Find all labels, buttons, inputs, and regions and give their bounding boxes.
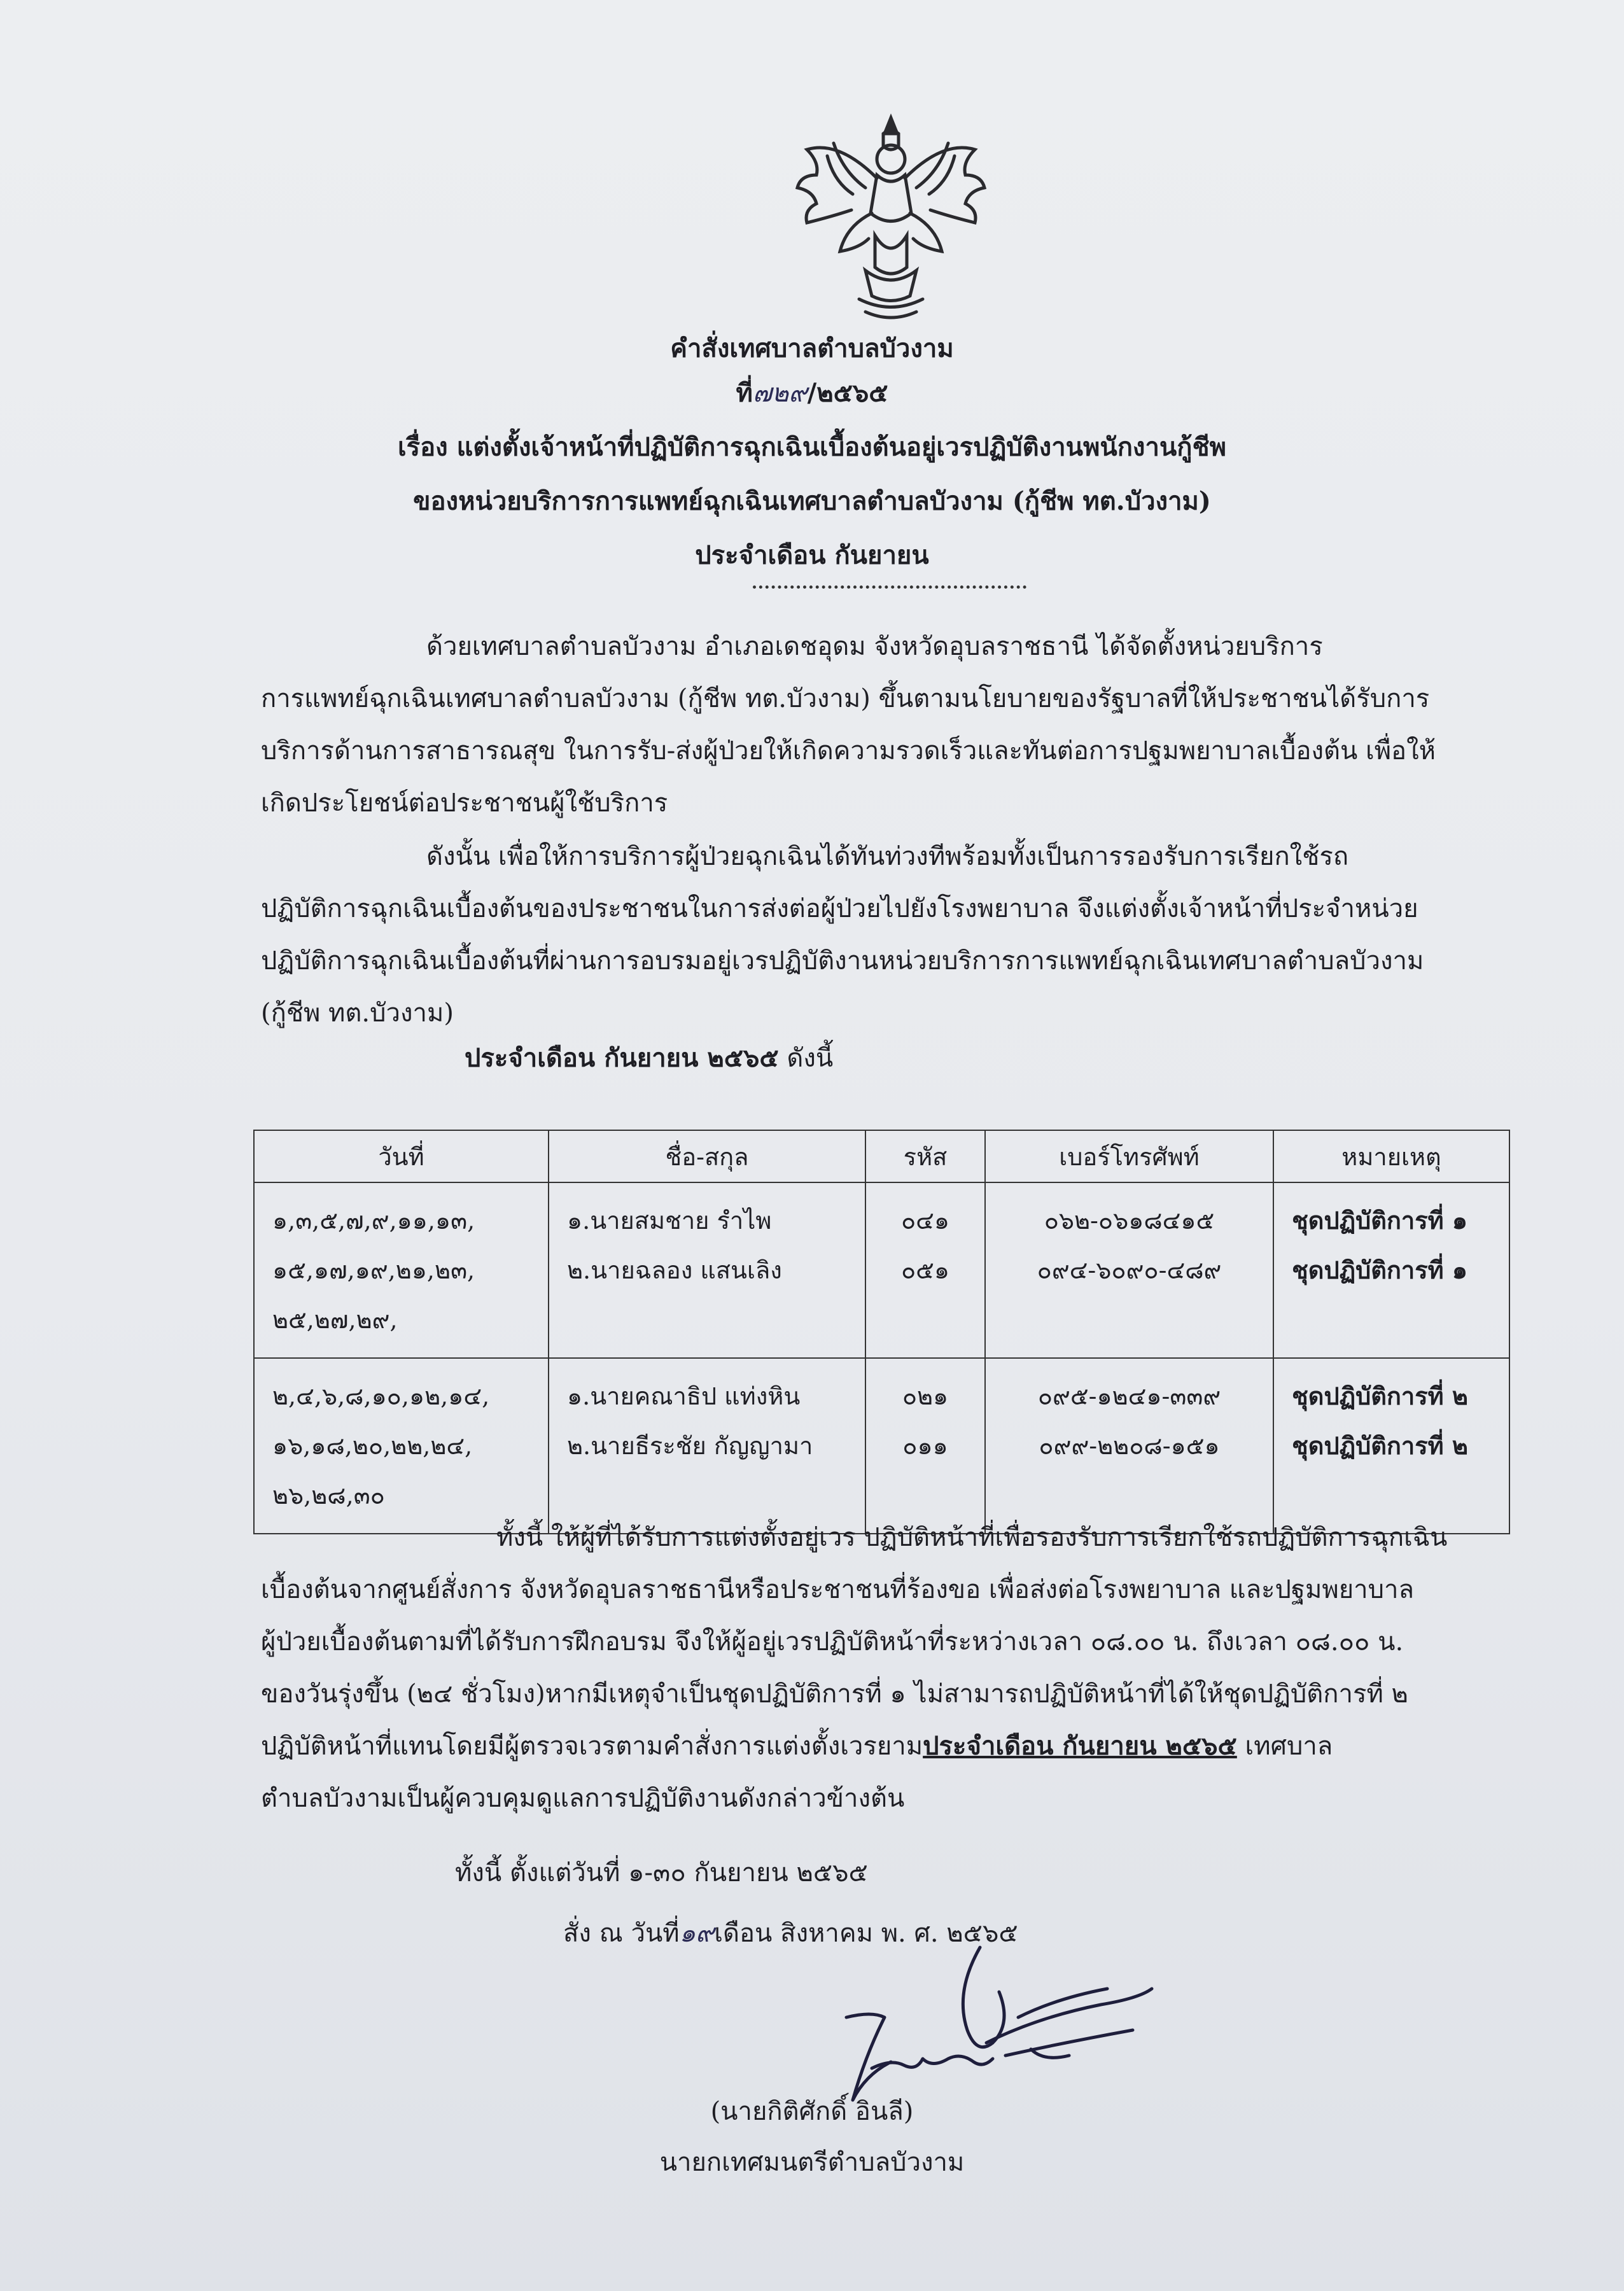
signer-position: นายกเทศมนตรีตำบลบัวงาม (659, 2148, 965, 2177)
signed-day-handwritten: ๑๙ (679, 1919, 715, 1948)
header-phone: เบอร์โทรศัพท์ (985, 1130, 1273, 1182)
paragraph-1-line: ด้วยเทศบาลตำบลบัวงาม อำเภอเดชอุดม จังหวัดอุบลราชธานี ได้จัดตั้งหน่วยบริการ (426, 632, 1323, 661)
paragraph-1-line: การแพทย์ฉุกเฉินเทศบาลตำบลบัวงาม (กู้ชีพ ทต.บัวงาม) ขึ้นตามนโยบายของรัฐบาลที่ให้ประชาชนได้รับการ (261, 684, 1430, 713)
paragraph-1-line: เกิดประโยชน์ต่อประชาชนผู้ใช้บริการ (261, 788, 668, 818)
order-number (0, 372, 1624, 413)
order-title: คำสั่งเทศบาลตำบลบัวงาม (670, 333, 954, 363)
paragraph-2-line: ปฏิบัติการฉุกเฉินเบื้องต้นของประชาชนในการส่งต่อผู้ป่วยไปยังโรงพยาบาล จึงแต่งตั้งเจ้าหน้าที่ประจำหน่วย (261, 894, 1418, 923)
subject-line-3: ประจำเดือน กันยายน (695, 540, 929, 570)
closing-line: ผู้ป่วยเบื้องต้นตามที่ได้รับการฝึกอบรม จึงให้ผู้อยู่เวรปฏิบัติหน้าที่ระหว่างเวลา ๐๘.๐๐ น. ถึงเวลา ๐๘.๐๐ น. (261, 1627, 1404, 1657)
cell-notes: ชุดปฏิบัติการที่ ๒ ชุดปฏิบัติการที่ ๒ (1273, 1358, 1509, 1534)
paragraph-2-line: ดังนั้น เพื่อให้การบริการผู้ป่วยฉุกเฉินได้ทันท่วงทีพร้อมทั้งเป็นการรองรับการเรียกใช้รถ (426, 842, 1349, 871)
signer-name: (นายกิติศักดิ์ อินลี) (710, 2097, 914, 2126)
cell-names: ๑.นายคณาธิป แท่งหิน ๒.นายธีระชัย กัญญามา (549, 1358, 865, 1534)
cell-phones: ๐๙๕-๑๒๔๑-๓๓๙ ๐๙๙-๒๒๐๘-๑๕๑ (985, 1358, 1273, 1534)
closing-line: ทั้งนี้ ให้ผู้ที่ได้รับการแต่งตั้งอยู่เวร ปฏิบัติหน้าที่เพื่อรองรับการเรียกใช้รถปฏิบัติการฉุกเฉิน (496, 1523, 1448, 1552)
order-number-prefix: ที่ (736, 378, 753, 408)
signed-date: สั่ง ณ วันที่๑๙เดือน สิงหาคม พ. ศ. ๒๕๖๕ (563, 1919, 1018, 1948)
cell-codes: ๐๒๑ ๐๑๑ (865, 1358, 985, 1534)
header-code: รหัส (865, 1130, 985, 1182)
paragraph-2-line: (กู้ชีพ ทต.บัวงาม) (261, 998, 454, 1028)
cell-dates: ๒,๔,๖,๘,๑๐,๑๒,๑๔, ๑๖,๑๘,๒๐,๒๒,๒๔, ๒๖,๒๘,๓๐ (254, 1358, 549, 1534)
cell-dates: ๑,๓,๕,๗,๙,๑๑,๑๓, ๑๕,๑๗,๑๙,๒๑,๒๓, ๒๕,๒๗,๒๙, (254, 1182, 549, 1358)
closing-month-underlined: ประจำเดือน กันยายน ๒๕๖๕ (923, 1731, 1237, 1761)
table-header-row (254, 1130, 1509, 1182)
paragraph-2-line: ปฏิบัติการฉุกเฉินเบื้องต้นที่ผ่านการอบรมอยู่เวรปฏิบัติงานหน่วยบริการการแพทย์ฉุกเฉินเทศบาลตำบลบัวงาม (261, 946, 1424, 976)
header-name: ชื่อ-สกุล (549, 1130, 865, 1182)
closing-line: ของวันรุ่งขึ้น (๒๔ ชั่วโมง)หากมีเหตุจำเป็นชุดปฏิบัติการที่ ๑ ไม่สามารถปฏิบัติหน้าที่ได้ให้ชุดปฏิบัติการที่ ๒ (261, 1679, 1408, 1709)
cell-codes: ๐๔๑ ๐๕๑ (865, 1182, 985, 1358)
subject-line-2: ของหน่วยบริการการแพทย์ฉุกเฉินเทศบาลตำบลบัวงาม (กู้ชีพ ทต.บัวงาม) (413, 486, 1211, 516)
garuda-emblem (789, 105, 993, 328)
cell-phones: ๐๖๒-๐๖๑๘๔๑๕ ๐๙๔-๖๐๙๐-๔๘๙ (985, 1182, 1273, 1358)
paragraph-1 (261, 620, 1508, 829)
subject-line-1: เรื่อง แต่งตั้งเจ้าหน้าที่ปฏิบัติการฉุกเฉินเบื้องต้นอยู่เวรปฏิบัติงานพนักงานกู้ชีพ (397, 432, 1226, 462)
cell-names: ๑.นายสมชาย รำไพ ๒.นายฉลอง แสนเลิง (549, 1182, 865, 1358)
order-number-suffix: /๒๕๖๕ (807, 378, 888, 408)
closing-line: ปฏิบัติหน้าที่แทนโดยมีผู้ตรวจเวรตามคำสั่งการแต่งตั้งเวรยามประจำเดือน กันยายน ๒๕๖๕ เทศบาล (261, 1731, 1333, 1761)
order-number-handwritten: ๗๒๙ (752, 379, 808, 408)
month-line: ประจำเดือน กันยายน ๒๕๖๕ ดังนี้ (465, 1043, 834, 1073)
cell-notes: ชุดปฏิบัติการที่ ๑ ชุดปฏิบัติการที่ ๑ (1273, 1182, 1509, 1358)
closing-line: เบื้องต้นจากศูนย์สั่งการ จังหวัดอุบลราชธานีหรือประชาชนที่ร้องขอ เพื่อส่งต่อโรงพยาบาล และปฐมพยาบาล (261, 1575, 1414, 1604)
effective-period: ทั้งนี้ ตั้งแต่วันที่ ๑-๓๐ กันยายน ๒๕๖๕ (455, 1858, 868, 1888)
table-row (254, 1358, 1509, 1534)
paragraph-2 (261, 830, 1508, 1039)
closing-line: ตำบลบัวงามเป็นผู้ควบคุมดูแลการปฏิบัติงานดังกล่าวข้างต้น (261, 1784, 905, 1813)
paragraph-1-line: บริการด้านการสาธารณสุข ในการรับ-ส่งผู้ป่วยให้เกิดความรวดเร็วและทันต่อการปฐมพยาบาลเบื้องต้น เพื่อให้ (261, 736, 1436, 766)
header-note: หมายเหตุ (1273, 1130, 1509, 1182)
duty-roster-table (253, 1130, 1510, 1534)
dotted-separator (753, 585, 1026, 589)
closing-paragraph (261, 1511, 1508, 1825)
header-date: วันที่ (254, 1130, 549, 1182)
table-row (254, 1182, 1509, 1358)
